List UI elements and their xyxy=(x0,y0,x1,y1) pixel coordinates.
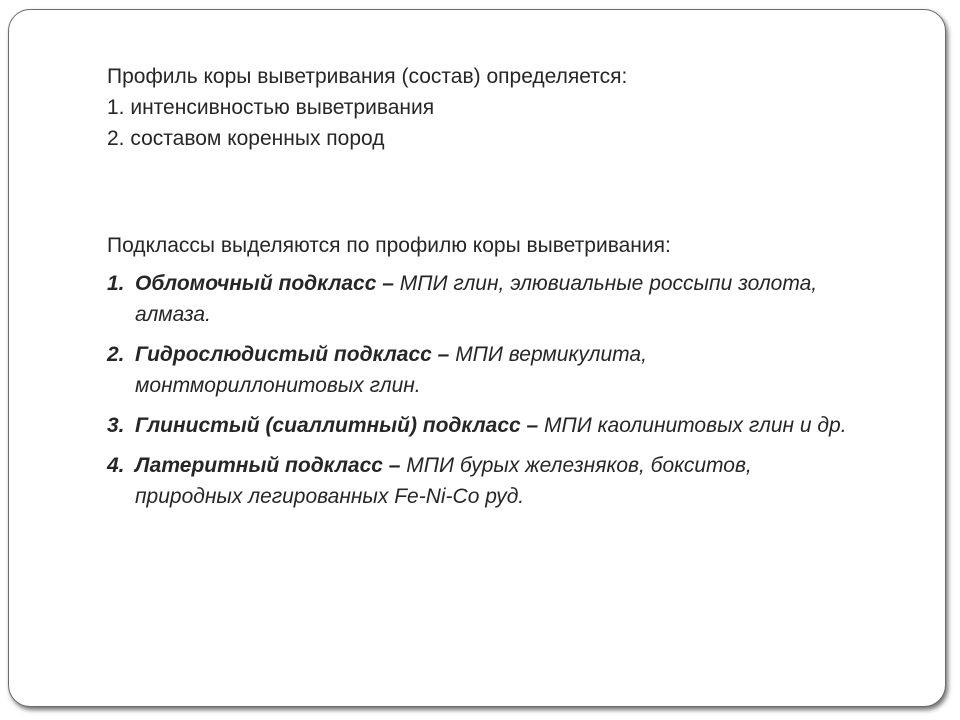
slide-content xyxy=(107,61,847,521)
subclass-name: Гидрослюдистый подкласс – xyxy=(135,343,450,366)
subclass-list xyxy=(107,268,847,512)
subclass-description: МПИ глин, элювиальные россыпи золота, алмаза. xyxy=(135,272,818,326)
profile-item: 1. интенсивностью выветривания xyxy=(107,96,435,119)
subclass-name: Обломочный подкласс – xyxy=(135,272,394,295)
subclass-item xyxy=(107,450,847,512)
subclass-number: 2. xyxy=(107,343,125,366)
subclass-number: 1. xyxy=(107,272,125,295)
subclass-item xyxy=(107,339,847,401)
subclass-description: МПИ вермикулита, монтмориллонитовых глин. xyxy=(135,343,647,397)
subclass-item xyxy=(107,410,847,441)
subclass-name: Глинистый (сиаллитный) подкласс – xyxy=(135,414,539,437)
subclass-number: 3. xyxy=(107,414,125,437)
subclasses-heading: Подклассы выделяются по профилю коры выветривания: xyxy=(107,234,671,257)
profile-item: 2. составом коренных пород xyxy=(107,127,385,150)
subclass-item xyxy=(107,268,847,330)
subclass-description: МПИ бурых железняков, бокситов, природных легированных Fe-Ni-Co руд. xyxy=(135,454,752,508)
subclass-number: 4. xyxy=(107,454,125,477)
subclass-description: МПИ каолинитовых глин и др. xyxy=(538,414,847,437)
profile-heading: Профиль коры выветривания (состав) определяется: xyxy=(107,65,628,88)
subclass-name: Латеритный подкласс – xyxy=(135,454,401,477)
